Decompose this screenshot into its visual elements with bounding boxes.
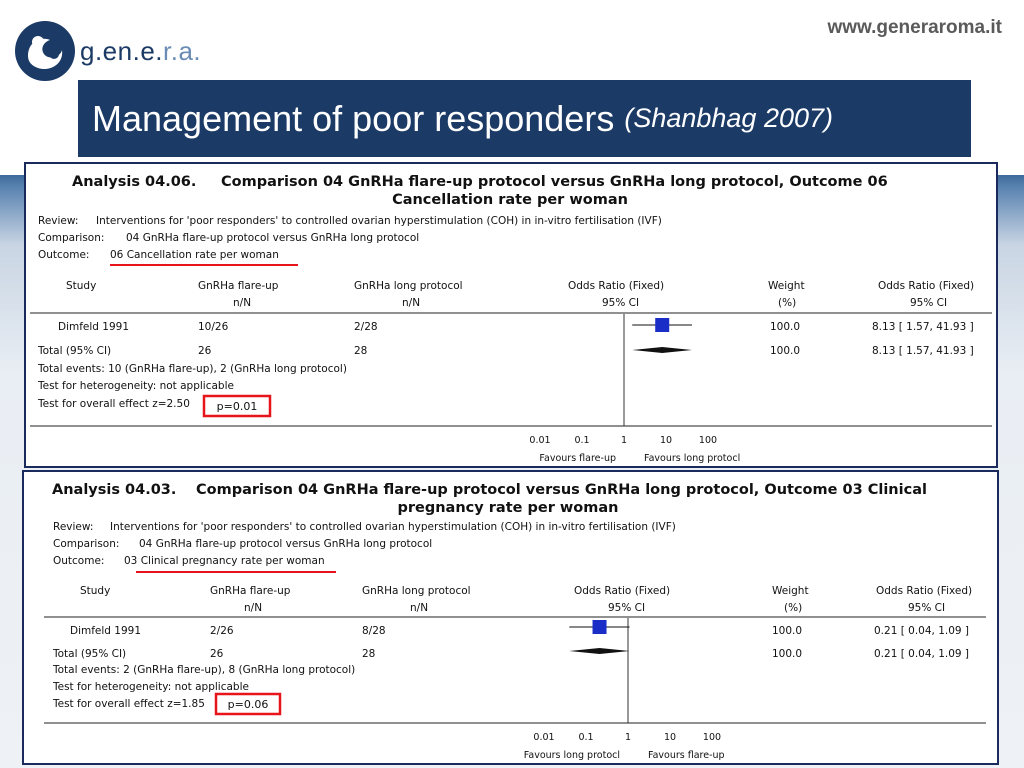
forest-plot-1: [26, 164, 996, 466]
header-study: Study: [80, 585, 111, 597]
review-text: Interventions for 'poor responders' to controlled ovarian hyperstimulation (COH) in in-vitro fertilisation (IVF): [96, 215, 662, 227]
axis-tick-label: 0.1: [574, 435, 590, 446]
forest-plot-panel-1: [24, 162, 998, 468]
header-or2: Odds Ratio (Fixed): [876, 585, 973, 597]
outcome-text: 03 Clinical pregnancy rate per woman: [124, 555, 325, 567]
comparison-label: Comparison:: [38, 232, 105, 244]
header-group2-sub: n/N: [410, 602, 429, 614]
total-weight: 100.0: [770, 345, 801, 357]
pvalue-text: p=0.06: [227, 698, 269, 711]
overall-effect-test: Test for overall effect z=2.50: [38, 398, 190, 410]
forest-plot-area-1: [529, 314, 740, 464]
header-group1-sub: n/N: [244, 602, 263, 614]
axis-tick-label: 0.1: [578, 732, 594, 743]
axis-tick-label: 1: [624, 732, 632, 743]
total-group1: 26: [210, 648, 224, 660]
total-weight: 100.0: [772, 648, 803, 660]
website-url[interactable]: www.generaroma.it: [827, 17, 1002, 38]
header-study: Study: [66, 280, 97, 292]
study-name: Dimfeld 1991: [58, 321, 130, 333]
favours-left-label: Favours flare-up: [539, 453, 616, 464]
total-events: Total events: 10 (GnRHa flare-up), 2 (GnRHa long protocol): [38, 363, 347, 375]
header-group1: GnRHa flare-up: [210, 585, 291, 597]
review-label: Review:: [38, 215, 79, 227]
axis-tick-label: 1: [620, 435, 628, 446]
study-weight: 100.0: [770, 321, 801, 333]
total-diamond: [569, 648, 629, 654]
header-or2-sub: 95% CI: [908, 602, 946, 614]
favours-left-label: Favours long protocl: [523, 750, 620, 761]
header-group2: GnRHa long protocol: [354, 280, 463, 292]
header-or-sub: 95% CI: [608, 602, 646, 614]
analysis-title-line2: pregnancy rate per woman: [397, 500, 619, 516]
heterogeneity-test: Test for heterogeneity: not applicable: [38, 380, 234, 392]
total-label: Total (95% CI): [53, 648, 127, 660]
header-group2-sub: n/N: [402, 297, 421, 309]
study-ci-text: 0.21 [ 0.04, 1.09 ]: [874, 625, 970, 637]
study-marker: [593, 620, 607, 634]
study-name: Dimfeld 1991: [70, 625, 142, 637]
study-ci-text: 8.13 [ 1.57, 41.93 ]: [872, 321, 974, 333]
header-or-sub: 95% CI: [602, 297, 640, 309]
brand-name: [80, 36, 201, 67]
total-diamond: [632, 347, 692, 353]
total-group2: 28: [354, 345, 368, 357]
header-group1: GnRHa flare-up: [198, 280, 279, 292]
axis-tick-label: 10: [663, 732, 677, 743]
total-label: Total (95% CI): [38, 345, 112, 357]
outcome-label: Outcome:: [53, 555, 105, 567]
review-label: Review:: [53, 521, 94, 533]
header-group2: GnRHa long protocol: [362, 585, 471, 597]
header-group1-sub: n/N: [233, 297, 252, 309]
header-weight: Weight: [772, 585, 809, 597]
study-group2: 8/28: [362, 625, 386, 637]
review-text: Interventions for 'poor responders' to controlled ovarian hyperstimulation (COH) in in-vitro fertilisation (IVF): [110, 521, 676, 533]
axis-tick-label: 10: [659, 435, 673, 446]
axis-tick-label: 0.01: [533, 732, 555, 743]
outcome-text: 06 Cancellation rate per woman: [110, 249, 279, 261]
outcome-label: Outcome:: [38, 249, 90, 261]
comparison-label: Comparison:: [53, 538, 120, 550]
page-title: Management of poor responders: [92, 97, 615, 139]
header-or: Odds Ratio (Fixed): [574, 585, 671, 597]
study-group1: 2/26: [210, 625, 234, 637]
axis-tick-label: 100: [698, 435, 718, 446]
comparison-text: 04 GnRHa flare-up protocol versus GnRHa long protocol: [139, 538, 433, 550]
study-group2: 2/28: [354, 321, 378, 333]
header-or2-sub: 95% CI: [910, 297, 948, 309]
analysis-id: Analysis 04.03.: [52, 482, 177, 498]
analysis-id: Analysis 04.06.: [72, 174, 197, 190]
header-or: Odds Ratio (Fixed): [568, 280, 665, 292]
pvalue-text: p=0.01: [216, 400, 258, 413]
axis-tick-label: 100: [702, 732, 722, 743]
header-weight-sub: (%): [778, 297, 797, 309]
heterogeneity-test: Test for heterogeneity: not applicable: [53, 681, 249, 693]
total-group1: 26: [198, 345, 212, 357]
forest-plot-2: [24, 472, 997, 763]
forest-plot-area-2: [524, 618, 725, 761]
page-citation: (Shanbhag 2007): [624, 103, 833, 133]
total-group2: 28: [362, 648, 376, 660]
genera-logo-icon: [14, 20, 76, 82]
title-bar: [78, 80, 971, 157]
total-ci-text: 0.21 [ 0.04, 1.09 ]: [874, 648, 970, 660]
header-weight-sub: (%): [784, 602, 803, 614]
analysis-title-line1: Comparison 04 GnRHa flare-up protocol versus GnRHa long protocol, Outcome 03 Clinical: [196, 482, 927, 498]
comparison-text: 04 GnRHa flare-up protocol versus GnRHa long protocol: [126, 232, 420, 244]
total-events: Total events: 2 (GnRHa flare-up), 8 (GnRHa long protocol): [53, 664, 356, 676]
analysis-title-line2: Cancellation rate per woman: [392, 192, 628, 208]
brand-suffix: r.a.: [163, 36, 202, 66]
header-weight: Weight: [768, 280, 805, 292]
analysis-title-line1: Comparison 04 GnRHa flare-up protocol versus GnRHa long protocol, Outcome 06: [221, 174, 888, 190]
favours-right-label: Favours flare-up: [648, 750, 725, 761]
forest-plot-panel-2: [22, 470, 999, 765]
header-or2: Odds Ratio (Fixed): [878, 280, 975, 292]
study-weight: 100.0: [772, 625, 803, 637]
study-group1: 10/26: [198, 321, 229, 333]
brand-main: g.en.e.: [80, 36, 164, 66]
total-ci-text: 8.13 [ 1.57, 41.93 ]: [872, 345, 974, 357]
study-marker: [655, 318, 669, 332]
favours-right-label: Favours long protocl: [644, 453, 741, 464]
axis-tick-label: 0.01: [529, 435, 551, 446]
overall-effect-test: Test for overall effect z=1.85: [53, 698, 205, 710]
